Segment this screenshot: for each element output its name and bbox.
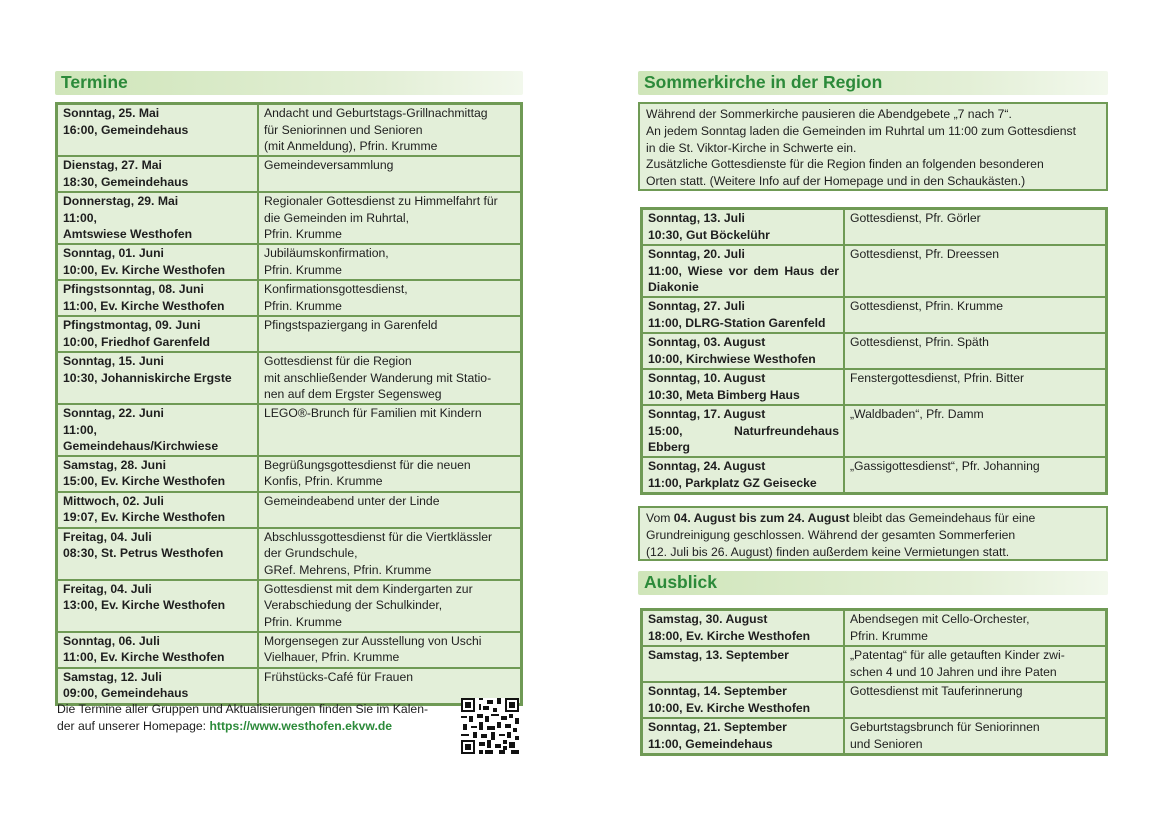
event-place: Ebberg	[648, 440, 690, 455]
description-cell	[258, 528, 521, 580]
date-cell	[57, 492, 258, 528]
event-place: 18:30, Gemeindehaus	[63, 174, 189, 189]
date-cell	[57, 580, 258, 632]
event-description: (mit Anmeldung), Pfrin. Krumme	[264, 139, 438, 154]
event-date: Sonntag, 22. Juni	[63, 406, 164, 420]
event-place: 10:00, Friedhof Garenfeld	[63, 334, 210, 349]
event-place: 10:00, Ev. Kirche Westhofen	[63, 262, 226, 277]
event-description: Morgensegen zur Ausstellung von Uschi	[264, 633, 482, 648]
event-description: Gemeindeversammlung	[264, 158, 394, 172]
description-cell	[258, 456, 521, 492]
event-description: „Waldbaden“, Pfr. Damm	[850, 407, 984, 421]
event-place: 13:00, Ev. Kirche Westhofen	[63, 598, 226, 613]
date-cell	[642, 369, 844, 405]
intro-line: in die St. Viktor-Kirche in Schwerte ein.	[646, 140, 857, 155]
description-cell	[258, 192, 521, 244]
event-date: Sonntag, 01. Juni	[63, 246, 164, 260]
event-place: 19:07, Ev. Kirche Westhofen	[63, 510, 226, 525]
notice-line-2: Grundreinigung geschlossen. Während der gesamten Sommerferien	[646, 527, 1016, 542]
termine-heading	[55, 71, 523, 95]
date-cell	[57, 668, 258, 704]
event-description: Gemeindeabend unter der Linde	[264, 493, 440, 508]
event-description: Andacht und Geburtstags-Grillnachmittag	[264, 106, 488, 120]
table-row	[642, 610, 1106, 646]
event-place: Diakonie	[648, 280, 699, 295]
event-description: Verabschiedung der Schulkinder,	[264, 598, 443, 613]
date-cell	[57, 316, 258, 352]
event-date: Sonntag, 25. Mai	[63, 106, 160, 120]
date-cell	[642, 718, 844, 754]
date-cell	[642, 297, 844, 333]
event-place: 11:00, Gemeindehaus	[648, 736, 773, 751]
event-date: Mittwoch, 02. Juli	[63, 493, 164, 508]
event-description: Gottesdienst, Pfrin. Späth	[850, 335, 989, 349]
date-cell	[642, 682, 844, 718]
event-date: Sonntag, 06. Juli	[63, 633, 160, 648]
sommerkirche-title: Sommerkirche in der Region	[644, 72, 883, 92]
event-description: „Patentag“ für alle getauften Kinder zwi-	[850, 648, 1065, 662]
date-cell	[642, 333, 844, 369]
intro-line: Während der Sommerkirche pausieren die Abendgebete „7 nach 7“.	[646, 107, 1012, 121]
table-row	[642, 245, 1106, 297]
event-place: 11:00, DLRG-Station Garenfeld	[648, 315, 826, 330]
date-cell	[642, 457, 844, 493]
table-row	[642, 333, 1106, 369]
event-description: Gottesdienst mit Tauferinnerung	[850, 684, 1023, 698]
sommerkirche-heading	[638, 71, 1108, 95]
description-cell	[258, 632, 521, 668]
event-date: Sonntag, 03. August	[648, 335, 766, 349]
description-cell	[844, 369, 1106, 405]
table-row	[57, 668, 521, 704]
table-row	[57, 192, 521, 244]
table-row	[57, 352, 521, 404]
table-row	[642, 297, 1106, 333]
description-cell	[258, 580, 521, 632]
description-cell	[844, 405, 1106, 457]
footer-line-1: Die Termine aller Gruppen und Aktualisierungen finden Sie im Kalen-	[57, 702, 429, 716]
event-description: nen auf dem Ergster Segensweg	[264, 387, 442, 402]
event-place: 10:30, Gut Böckelühr	[648, 227, 770, 242]
event-place: Amtswiese Westhofen	[63, 227, 193, 242]
event-date: Sonntag, 17. August	[648, 407, 766, 421]
event-place: 11:00, Wiese vor dem Haus der	[648, 263, 839, 278]
date-cell	[57, 280, 258, 316]
table-row	[57, 404, 521, 456]
table-row	[642, 405, 1106, 457]
event-date: Sonntag, 20. Juli	[648, 247, 745, 261]
intro-line: Orten statt. (Weitere Info auf der Homepage und in den Schaukästen.)	[646, 174, 1026, 189]
sommerkirche-table	[640, 207, 1108, 495]
table-row	[642, 646, 1106, 682]
event-description: LEGO®-Brunch für Familien mit Kindern	[264, 406, 482, 420]
event-description: Abendsegen mit Cello-Orchester,	[850, 612, 1030, 626]
event-description: mit anschließender Wanderung mit Statio-	[264, 370, 492, 385]
event-place: 15:00, Ev. Kirche Westhofen	[63, 474, 226, 489]
event-description: Fenstergottesdienst, Pfrin. Bitter	[850, 371, 1025, 385]
event-description: Gottesdienst für die Region	[264, 354, 412, 368]
footer-line-2: der auf unserer Homepage: https://www.westhofen.ekvw.de	[57, 718, 393, 733]
event-description: die Gemeinden im Ruhrtal,	[264, 210, 409, 225]
event-date: Samstag, 28. Juni	[63, 457, 166, 472]
event-description: Pfrin. Krumme	[850, 628, 928, 643]
table-row	[57, 316, 521, 352]
event-description: „Gassigottesdienst“, Pfr. Johanning	[850, 459, 1040, 473]
event-date: Sonntag, 15. Juni	[63, 354, 164, 368]
table-row	[642, 718, 1106, 754]
date-cell	[57, 632, 258, 668]
description-cell	[258, 156, 521, 192]
description-cell	[844, 718, 1106, 754]
event-date: Donnerstag, 29. Mai	[63, 194, 179, 208]
event-place: 11:00, Parkplatz GZ Geisecke	[648, 475, 817, 490]
description-cell	[844, 610, 1106, 646]
event-date: Sonntag, 24. August	[648, 459, 766, 473]
date-cell	[642, 646, 844, 682]
event-place: 18:00, Ev. Kirche Westhofen	[648, 628, 811, 643]
description-cell	[844, 682, 1106, 718]
table-row	[57, 580, 521, 632]
event-place: 10:30, Meta Bimberg Haus	[648, 387, 800, 402]
event-place: 16:00, Gemeindehaus	[63, 122, 189, 137]
table-row	[57, 632, 521, 668]
date-cell	[57, 456, 258, 492]
date-cell	[57, 352, 258, 404]
event-description: für Seniorinnen und Senioren	[264, 122, 423, 137]
ausblick-table	[640, 608, 1108, 756]
event-description: Pfrin. Krumme	[264, 262, 342, 277]
table-row	[57, 244, 521, 280]
event-date: Freitag, 04. Juli	[63, 529, 152, 544]
date-cell	[642, 405, 844, 457]
event-description: schen 4 und 10 Jahren und ihre Paten	[850, 664, 1057, 679]
event-date: Sonntag, 13. Juli	[648, 211, 745, 225]
event-description: Vielhauer, Pfrin. Krumme	[264, 650, 400, 665]
date-cell	[57, 192, 258, 244]
table-row	[642, 457, 1106, 493]
table-row	[642, 369, 1106, 405]
event-place: 15:00, Naturfreundehaus	[648, 423, 839, 438]
event-date: Pfingstsonntag, 08. Juni	[63, 282, 204, 296]
homepage-link[interactable]: https://www.westhofen.ekvw.de	[209, 718, 393, 733]
description-cell	[844, 297, 1106, 333]
date-cell	[642, 610, 844, 646]
event-description: Pfingstspaziergang in Garenfeld	[264, 318, 438, 332]
event-date: Pfingstmontag, 09. Juni	[63, 318, 201, 332]
description-cell	[258, 244, 521, 280]
event-description: Regionaler Gottesdienst zu Himmelfahrt für	[264, 194, 498, 208]
event-description: Abschlussgottesdienst für die Viertklässler	[264, 529, 493, 544]
ausblick-title: Ausblick	[644, 572, 717, 592]
date-cell	[57, 104, 258, 156]
closure-notice	[638, 506, 1108, 561]
intro-line: Zusätzliche Gottesdienste für die Region finden an folgenden besonderen	[646, 157, 1044, 172]
event-date: Sonntag, 27. Juli	[648, 299, 745, 313]
event-description: Gottesdienst, Pfrin. Krumme	[850, 299, 1004, 313]
date-cell	[57, 244, 258, 280]
event-date: Samstag, 30. August	[648, 612, 768, 626]
event-description: Konfis, Pfrin. Krumme	[264, 474, 383, 489]
ausblick-heading	[638, 571, 1108, 595]
description-cell	[844, 646, 1106, 682]
event-date: Sonntag, 10. August	[648, 371, 766, 385]
event-place: 11:00, Ev. Kirche Westhofen	[63, 650, 225, 665]
table-row	[642, 209, 1106, 245]
event-description: Gottesdienst, Pfr. Dreessen	[850, 247, 1000, 261]
date-cell	[642, 245, 844, 297]
event-date: Sonntag, 14. September	[648, 684, 787, 698]
date-cell	[57, 404, 258, 456]
event-place: 11:00, Ev. Kirche Westhofen	[63, 298, 225, 313]
event-place: 09:00, Gemeindehaus	[63, 686, 189, 701]
event-date: Samstag, 12. Juli	[63, 669, 162, 684]
description-cell	[258, 104, 521, 156]
event-place: 10:00, Kirchwiese Westhofen	[648, 351, 816, 366]
event-date: Sonntag, 21. September	[648, 720, 787, 734]
date-cell	[57, 156, 258, 192]
table-row	[57, 104, 521, 156]
event-description: Konfirmationsgottesdienst,	[264, 282, 408, 296]
description-cell	[844, 457, 1106, 493]
description-cell	[258, 404, 521, 456]
termine-footer	[57, 701, 457, 735]
sommerkirche-intro	[638, 102, 1108, 191]
event-description: Begrüßungsgottesdienst für die neuen	[264, 457, 471, 472]
event-description: Frühstücks-Café für Frauen	[264, 669, 414, 684]
description-cell	[844, 333, 1106, 369]
table-row	[57, 456, 521, 492]
termine-title: Termine	[61, 72, 128, 92]
table-row	[57, 492, 521, 528]
event-description: der Grundschule,	[264, 546, 358, 561]
description-cell	[258, 280, 521, 316]
description-cell	[258, 316, 521, 352]
intro-line: An jedem Sonntag laden die Gemeinden im Ruhrtal um 11:00 zum Gottesdienst	[646, 123, 1076, 138]
event-description: Pfrin. Krumme	[264, 298, 342, 313]
qr-code-icon	[461, 698, 519, 754]
event-description: Pfrin. Krumme	[264, 614, 342, 629]
event-place: 11:00, Gemeindehaus/Kirchwiese	[63, 422, 219, 454]
date-cell	[57, 528, 258, 580]
description-cell	[844, 209, 1106, 245]
event-description: Jubiläumskonfirmation,	[264, 246, 389, 260]
table-row	[57, 156, 521, 192]
event-description: GRef. Mehrens, Pfrin. Krumme	[264, 562, 432, 577]
notice-line-1: Vom 04. August bis zum 24. August bleibt das Gemeindehaus für eine	[646, 511, 1036, 525]
event-description: und Senioren	[850, 736, 923, 751]
event-place: 11:00,	[63, 210, 97, 225]
event-description: Pfrin. Krumme	[264, 227, 342, 242]
table-row	[57, 528, 521, 580]
event-place: 10:00, Ev. Kirche Westhofen	[648, 700, 811, 715]
table-row	[642, 682, 1106, 718]
description-cell	[258, 352, 521, 404]
description-cell	[844, 245, 1106, 297]
event-date: Freitag, 04. Juli	[63, 581, 152, 596]
event-date: Samstag, 13. September	[648, 648, 789, 662]
termine-table	[55, 102, 523, 706]
event-place: 10:30, Johanniskirche Ergste	[63, 370, 232, 385]
event-date: Dienstag, 27. Mai	[63, 158, 162, 172]
date-cell	[642, 209, 844, 245]
event-place: 08:30, St. Petrus Westhofen	[63, 546, 224, 561]
event-description: Gottesdienst, Pfr. Görler	[850, 211, 981, 225]
notice-line-3: (12. Juli bis 26. August) finden außerdem keine Vermietungen statt.	[646, 544, 1010, 559]
table-row	[57, 280, 521, 316]
description-cell	[258, 492, 521, 528]
event-description: Geburtstagsbrunch für Seniorinnen	[850, 720, 1040, 734]
event-description: Gottesdienst mit dem Kindergarten zur	[264, 581, 473, 596]
